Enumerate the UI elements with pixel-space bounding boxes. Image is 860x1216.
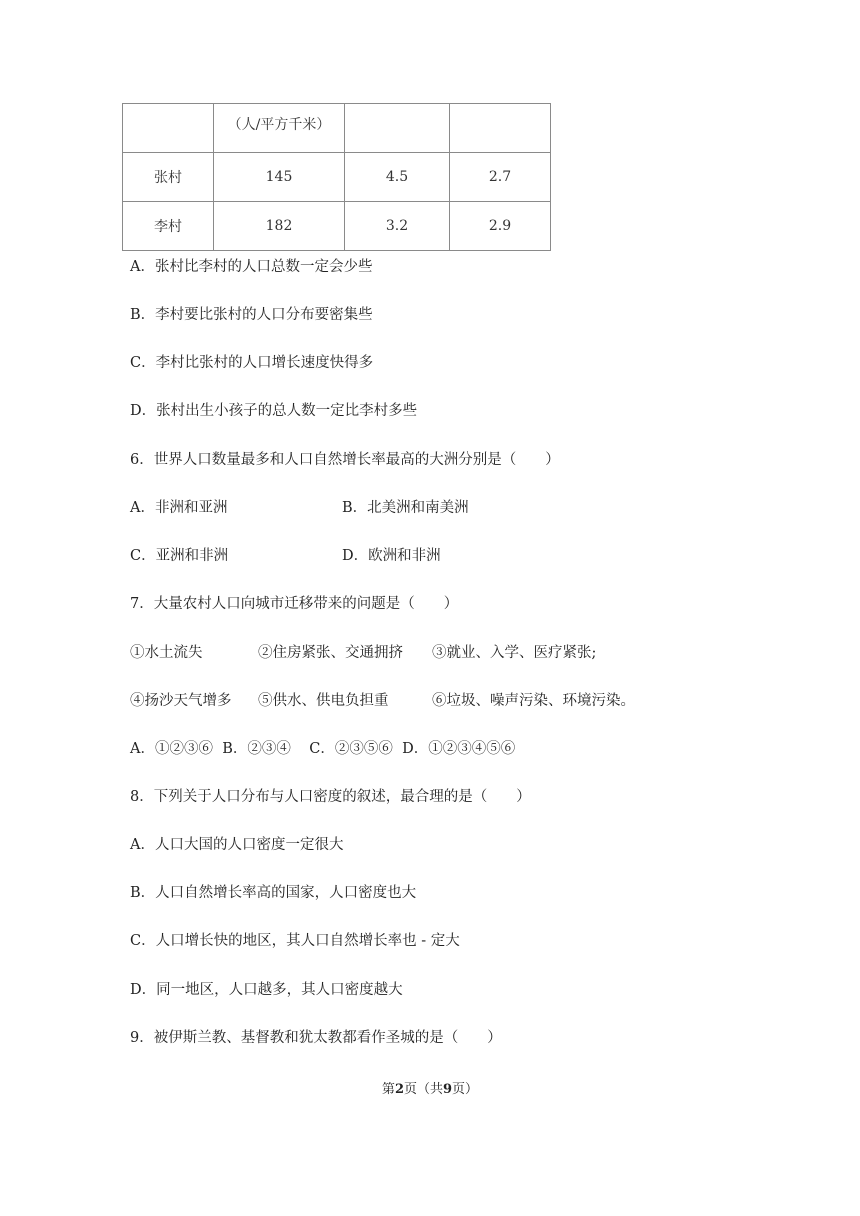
q8-option-b: B．人口自然增长率高的国家，人口密度也大: [130, 885, 417, 901]
footer-total-pages: 9: [443, 1082, 453, 1097]
q7-item-3: ③就业、入学、医疗紧张;: [432, 645, 597, 661]
q7-item-5: ⑤供水、供电负担重: [258, 693, 389, 709]
q5-option-d: D．张村出生小孩子的总人数一定比李村多些: [130, 403, 418, 419]
q8-option-c: C．人口增长快的地区，其人口自然增长率也 - 定大: [130, 933, 460, 949]
q6-option-c: C．亚洲和非洲: [130, 548, 229, 564]
table-cell-value: 4.5: [345, 153, 450, 202]
q7-item-2: ②住房紧张、交通拥挤: [258, 645, 403, 661]
q5-option-c: C．李村比张村的人口增长速度快得多: [130, 355, 374, 371]
q7-item-4: ④扬沙天气增多: [130, 693, 232, 709]
table-cell: [450, 104, 551, 153]
page-footer: [0, 1078, 860, 1097]
q7-item-1: ①水土流失: [130, 645, 203, 661]
table-cell-value: 2.9: [450, 202, 551, 251]
q7-item-6: ⑥垃圾、噪声污染、环境污染。: [432, 693, 635, 709]
footer-suffix: 页）: [452, 1082, 479, 1097]
q6-option-a: A．非洲和亚洲: [130, 500, 228, 516]
table-cell-value: 2.7: [450, 153, 551, 202]
table-cell: [345, 104, 450, 153]
q7-answers: A．①②③⑥ B．②③④ C．②③⑤⑥ D．①②③④⑤⑥: [130, 741, 516, 757]
q6-stem: 6．世界人口数量最多和人口自然增长率最高的大洲分别是（ ）: [130, 452, 560, 468]
q6-option-d: D．欧洲和非洲: [342, 548, 441, 564]
population-table: [122, 103, 551, 251]
table-cell-village: 李村: [123, 202, 214, 251]
footer-prefix: 第: [381, 1082, 395, 1097]
q5-option-a: A．张村比李村的人口总数一定会少些: [130, 259, 373, 275]
q9-stem: 9．被伊斯兰教、基督教和犹太教都看作圣城的是（ ）: [130, 1030, 502, 1046]
table-row: [123, 202, 551, 251]
table-row: [123, 153, 551, 202]
q8-stem: 8．下列关于人口分布与人口密度的叙述，最合理的是（ ）: [130, 789, 531, 805]
table-cell: [123, 104, 214, 153]
table-cell-value: 3.2: [345, 202, 450, 251]
q6-option-b: B．北美洲和南美洲: [342, 500, 469, 516]
table-cell-density: 182: [214, 202, 345, 251]
table-cell-density: 145: [214, 153, 345, 202]
q8-option-d: D．同一地区，人口越多，其人口密度越大: [130, 982, 403, 998]
q8-option-a: A．人口大国的人口密度一定很大: [130, 837, 344, 853]
footer-middle: 页（共: [403, 1082, 443, 1097]
table-header-density-unit: （人/平方千米）: [214, 104, 345, 153]
table-header-row: [123, 104, 551, 153]
q7-stem: 7．大量农村人口向城市迁移带来的问题是（ ）: [130, 596, 459, 612]
table-cell-village: 张村: [123, 153, 214, 202]
footer-page-number: 2: [394, 1082, 404, 1097]
q5-option-b: B．李村要比张村的人口分布要密集些: [130, 307, 373, 323]
